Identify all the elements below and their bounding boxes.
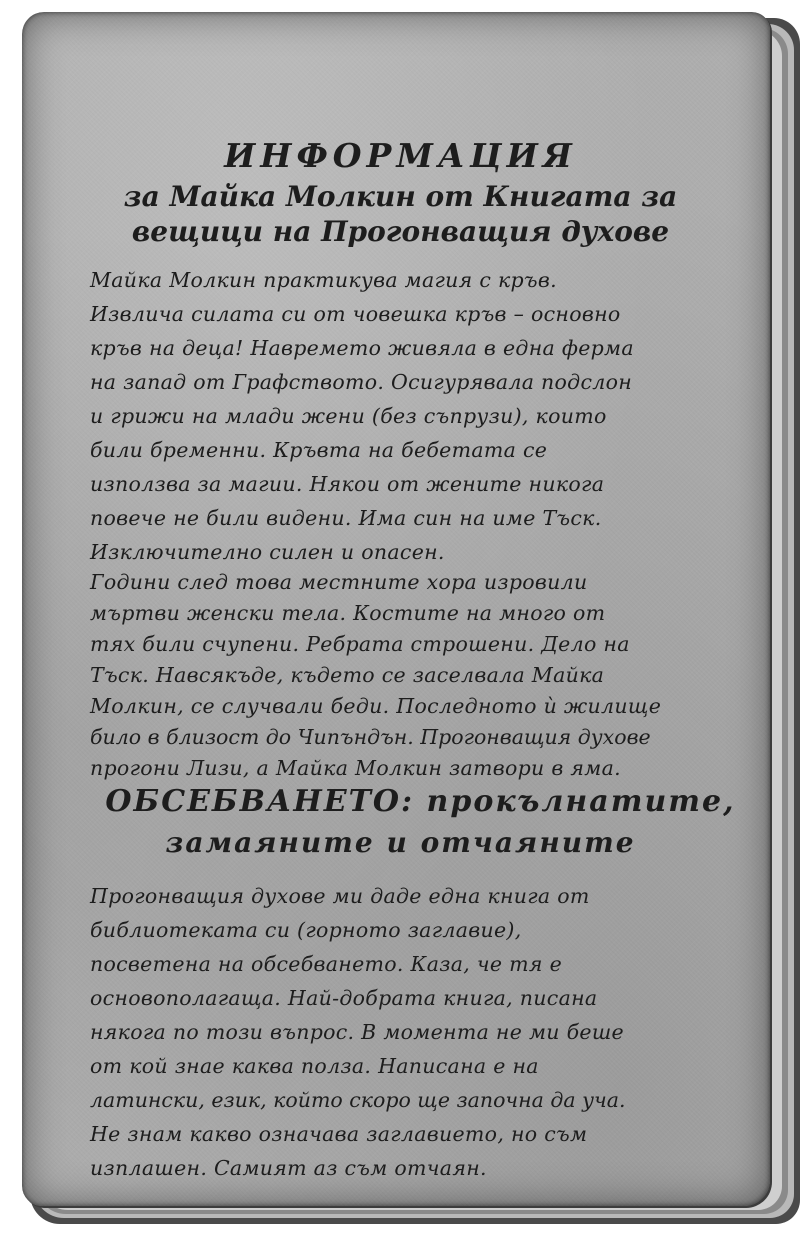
paragraph1-line: били бременни. Кръвта на бебетата се xyxy=(90,438,548,462)
paragraph3-line: от кой знае каква полза. Написана е на xyxy=(90,1054,539,1078)
paragraph2-line: било в близост до Чипъндън. Прогонващия духове xyxy=(90,725,651,749)
paragraph3-line: Прогонващия духове ми даде една книга от xyxy=(90,884,590,908)
section-title-line1: ОБСЕБВАНЕТО: прокълнатите, xyxy=(105,784,736,819)
paragraph1-line: Майка Молкин практикува магия с кръв. xyxy=(90,268,557,292)
paragraph3-line: латински, език, който скоро ще започна да уча. xyxy=(90,1088,626,1112)
paragraph3-line: изплашен. Самият аз съм отчаян. xyxy=(90,1156,487,1180)
paragraph1-line: използва за магии. Някои от жените никога xyxy=(90,472,605,496)
paragraph3-line: основополагаща. Най-добрата книга, писана xyxy=(90,986,598,1010)
paragraph1-line: на запад от Графството. Осигурявала подслон xyxy=(90,370,633,394)
paragraph2-line: прогони Лизи, а Майка Молкин затвори в яма. xyxy=(90,756,621,780)
paragraph3-line: някога по този въпрос. В момента не ми беше xyxy=(90,1020,624,1044)
paragraph1-line: кръв на деца! Навремето живяла в една ферма xyxy=(90,336,634,360)
paragraph2-line: мъртви женски тела. Костите на много от xyxy=(90,601,606,625)
section-title-line2: замаяните и отчаяните xyxy=(165,826,636,859)
paragraph2-line: Години след това местните хора изровили xyxy=(90,570,588,594)
paragraph1-line: и грижи на млади жени (без съпрузи), които xyxy=(90,404,607,428)
page-subtitle-line2: вещици на Прогонващия духове xyxy=(131,215,670,248)
page-title: ИНФОРМАЦИЯ xyxy=(224,136,577,175)
page-subtitle-line1: за Майка Молкин от Книгата за xyxy=(123,180,678,213)
paragraph1-line: повече не били видени. Има син на име Тъск. xyxy=(90,506,602,530)
paragraph1-line: Извлича силата си от човешка кръв – основно xyxy=(90,302,621,326)
paragraph2-line: Молкин, се случвали беди. Последното ѝ жилище xyxy=(90,694,662,718)
paragraph2-line: тях били счупени. Ребрата строшени. Дело на xyxy=(90,632,630,656)
paragraph3-line: библиотеката си (горното заглавие), xyxy=(90,918,522,942)
paragraph1-line: Изключително силен и опасен. xyxy=(90,540,445,564)
paragraph3-line: Не знам какво означава заглавието, но съм xyxy=(90,1122,588,1146)
paragraph2-line: Тъск. Навсякъде, където се заселвала Майка xyxy=(90,663,605,687)
paragraph3-line: посветена на обсебването. Каза, че тя е xyxy=(90,952,563,976)
